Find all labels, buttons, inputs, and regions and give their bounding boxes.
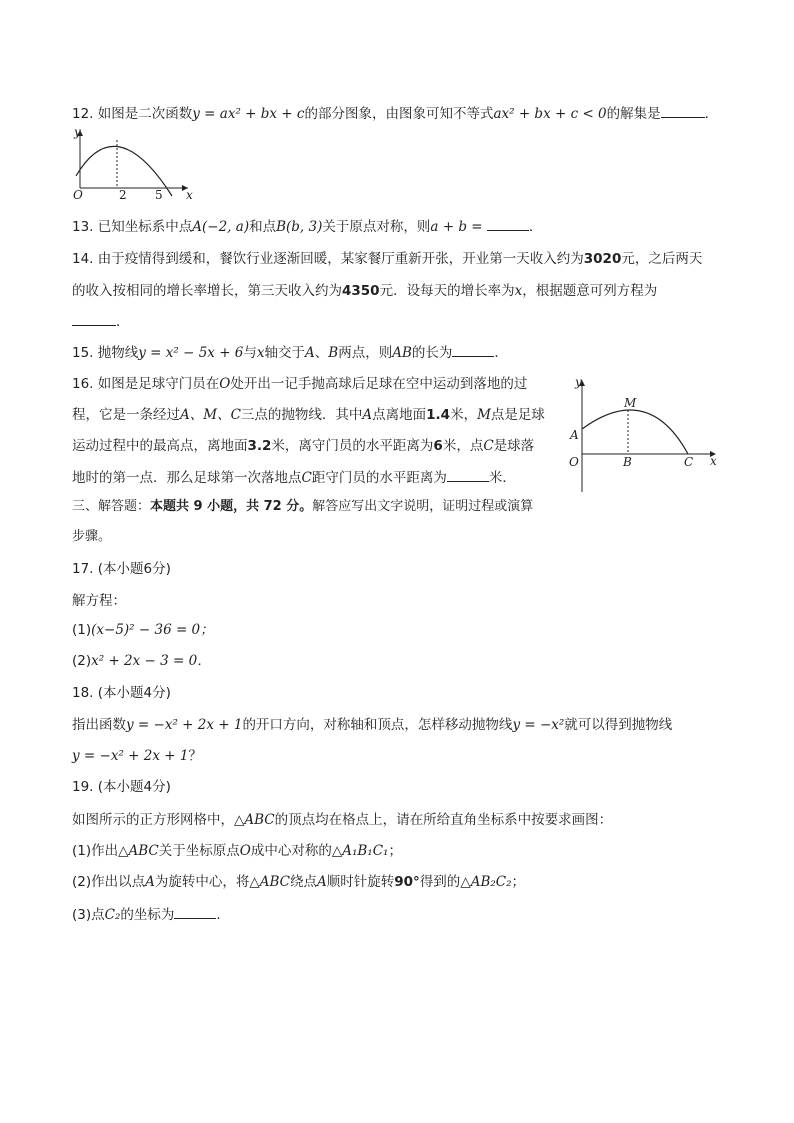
q19-p1-text-2: 关于坐标原点 <box>158 843 240 859</box>
q18-line2 <box>72 746 202 766</box>
q16-line4 <box>72 467 516 488</box>
q19-line1 <box>72 810 612 830</box>
q17-part1 <box>72 620 214 640</box>
q19-text-1: 如图所示的正方形网格中， <box>72 812 234 828</box>
q16-num-3-2: 3.2 <box>247 438 272 454</box>
q16-text-5: 点离地面 <box>372 407 427 423</box>
q15-line <box>72 342 508 363</box>
q17-title: 17. (本小题6分) <box>72 561 171 577</box>
q15-text-2: 与 <box>243 345 257 361</box>
q19-p1-triangle: △ABC <box>118 843 159 859</box>
q19-p2-text-5: 得到的 <box>419 874 461 890</box>
q19-p1-text-1: (1)作出 <box>72 843 119 859</box>
q16-line3 <box>72 436 534 456</box>
q16-text-13: 距守门员的水平距离为 <box>311 470 447 486</box>
q16-text-6: 米， <box>450 407 478 423</box>
q16-num-1-4: 1.4 <box>426 407 451 423</box>
q14-line1 <box>72 249 702 269</box>
section3-label: 三、解答题： <box>72 499 151 514</box>
q16-point-a: A <box>362 407 373 423</box>
q15-point-b: B <box>328 345 339 361</box>
q19-part1 <box>72 841 402 861</box>
q12-text: 12. 如图是二次函数 <box>72 106 193 122</box>
q19-p3-end: ． <box>216 907 230 923</box>
q19-p2-angle: 90° <box>394 874 420 890</box>
q12-line <box>72 103 718 124</box>
q18-line1 <box>72 715 672 735</box>
q15-point-a: A <box>305 345 315 361</box>
q19-p2-text-2: 为旋转中心，将 <box>154 874 250 890</box>
q15-text-3: 轴交于 <box>264 345 306 361</box>
q18-func-base: y = −x² <box>512 717 565 733</box>
q16-x-label: x <box>710 454 717 468</box>
q14-num-3020: 3020 <box>583 251 622 267</box>
q14-text-3: 的收入按相同的增长率增长，第三天收入约为 <box>72 283 342 299</box>
q19-p2-result: △AB₂C₂ <box>460 874 512 890</box>
q14-answer-blank <box>72 311 116 326</box>
q16-label-m: M <box>624 396 637 410</box>
q19-p2-point-a: A <box>145 874 155 890</box>
q19-p1-origin: O <box>239 843 251 859</box>
q17-part1-label: (1) <box>72 622 92 638</box>
q16-points-amc: A、M、C <box>180 407 241 423</box>
q19-p3-point-c2: C₂ <box>104 907 121 923</box>
q14-text-4: 元．设每天的增长率为 <box>379 283 515 299</box>
section3-bold: 本题共 9 小题，共 72 分。 <box>150 499 313 514</box>
q13-text: 13. 已知坐标系中点 <box>72 219 193 235</box>
q16-label-b: B <box>623 455 632 469</box>
section3-line2: 步骤。 <box>72 529 112 544</box>
q19-p2-text-4: 顺时针旋转 <box>326 874 395 890</box>
q16-point-o: O <box>219 376 231 392</box>
q16-point-c: C <box>483 438 494 454</box>
q17-intro: 解方程： <box>72 593 126 609</box>
q16-text-14: 米． <box>488 470 516 486</box>
q16-text-3: 程，它是一条经过 <box>72 407 180 423</box>
q16-point-c-2: C <box>301 470 312 486</box>
q13-answer-blank <box>487 216 529 231</box>
q14-text-5: ，根据题意可列方程为 <box>522 283 658 299</box>
q16-text-11: 是球落 <box>493 438 535 454</box>
q19-p3-text-2: 的坐标为 <box>120 907 175 923</box>
q13-end: ． <box>528 219 543 235</box>
q12-text-after: 的解集是 <box>606 106 661 122</box>
q19-p1-result: △A₁B₁C₁ <box>331 843 389 859</box>
q14-text-2: 元，之后两天 <box>621 251 703 267</box>
q15-text-5: 的长为 <box>411 345 453 361</box>
q12-x-label: x <box>186 188 193 202</box>
q16-text-8: 运动过程中的最高点，离地面 <box>72 438 248 454</box>
q19-p1-end: ； <box>388 843 402 859</box>
q19-p3-text-1: (3)点 <box>72 907 105 923</box>
q12-tick-5: 5 <box>155 188 163 202</box>
q18-func-target: y = −x² + 2x + 1 <box>72 748 189 764</box>
q13-text-mid2: 关于原点对称，则 <box>322 219 431 235</box>
q14-var-x: x <box>514 283 523 299</box>
q19-p2-triangle: △ABC <box>249 874 291 890</box>
q15-answer-blank <box>452 342 494 357</box>
q13-point-a: A(−2, a) <box>192 219 250 235</box>
q16-origin-label: O <box>569 455 579 469</box>
q12-parabola-graph <box>70 126 200 202</box>
q16-text-10: 米，点 <box>442 438 484 454</box>
q13-expression: a + b = <box>430 219 483 235</box>
q16-y-label: y <box>575 375 582 389</box>
q16-line1 <box>72 374 527 394</box>
section3-line1 <box>72 497 533 517</box>
q16-football-graph <box>562 372 724 496</box>
q17-equation-2: x² + 2x − 3 = 0． <box>91 653 211 669</box>
q17-part2-label: (2) <box>72 653 92 669</box>
q12-answer-blank <box>661 103 705 118</box>
q16-label-c: C <box>684 455 694 469</box>
q19-p2-point-a-2: A <box>317 874 327 890</box>
q16-line2 <box>72 405 545 425</box>
q14-text-1: 14. 由于疫情得到缓和，餐饮行业逐渐回暖，某家餐厅重新开张，开业第一天收入约为 <box>72 251 584 267</box>
q16-text-12: 地时的第一点．那么足球第一次落地点 <box>72 470 302 486</box>
q18-text-1: 指出函数 <box>72 717 126 733</box>
q17-part2 <box>72 651 211 671</box>
q19-text-2: 的顶点均在格点上，请在所给直角坐标系中按要求画图： <box>274 812 613 828</box>
section3-rest: 解答应写出文字说明，证明过程或演算 <box>312 499 534 514</box>
q12-func: y = ax² + bx + c <box>192 106 305 122</box>
q12-text-mid: 的部分图象，由图象可知不等式 <box>304 106 494 122</box>
q18-func: y = −x² + 2x + 1 <box>126 717 243 733</box>
q15-func: y = x² − 5x + 6 <box>138 345 244 361</box>
q12-end: ． <box>704 106 719 122</box>
q15-sep: 、 <box>314 345 329 361</box>
q15-end: ． <box>494 345 508 361</box>
q17-equation-1: (x−5)² − 36 = 0； <box>91 622 214 638</box>
q16-answer-blank <box>447 467 489 482</box>
q12-inequality: ax² + bx + c < 0 <box>493 106 607 122</box>
q12-y-label: y <box>74 126 81 139</box>
q12-tick-2: 2 <box>119 188 127 202</box>
q19-p2-text-3: 绕点 <box>290 874 318 890</box>
q18-text-2: 的开口方向，对称轴和顶点，怎样移动抛物线 <box>242 717 513 733</box>
q18-title: 18. (本小题4分) <box>72 685 171 701</box>
q16-label-a: A <box>570 428 579 442</box>
q14-end: ． <box>116 314 130 330</box>
q13-text-mid: 和点 <box>249 219 277 235</box>
q16-num-6: 6 <box>433 438 443 454</box>
q13-point-b: B(b, 3) <box>276 219 323 235</box>
q16-point-m: M <box>477 407 491 423</box>
q16-text-7: 点是足球 <box>490 407 545 423</box>
q14-line3 <box>72 311 130 332</box>
q16-text-1: 16. 如图是足球守门员在 <box>72 376 220 392</box>
q19-title: 19. (本小题4分) <box>72 779 171 795</box>
q13-line <box>72 216 542 237</box>
q15-text: 15. 抛物线 <box>72 345 139 361</box>
q18-end: ？ <box>188 748 202 764</box>
q15-segment-ab: AB <box>392 345 412 361</box>
q14-num-4350: 4350 <box>342 283 380 299</box>
q19-triangle: △ABC <box>234 812 275 828</box>
q19-p2-text-1: (2)作出以点 <box>72 874 146 890</box>
q19-p2-end: ； <box>511 874 526 890</box>
q15-x: x <box>256 345 265 361</box>
q16-parabola <box>582 410 688 454</box>
q12-origin-label: O <box>73 188 83 202</box>
q16-text-2: 处开出一记手抛高球后足球在空中运动到落地的过 <box>230 376 528 392</box>
q16-text-9: 米，离守门员的水平距离为 <box>271 438 434 454</box>
q19-p1-text-3: 成中心对称的 <box>250 843 332 859</box>
q15-text-4: 两点，则 <box>338 345 393 361</box>
q19-answer-blank <box>174 904 216 919</box>
q19-part3 <box>72 904 230 925</box>
q14-line2 <box>72 281 657 301</box>
q16-text-4: 三点的抛物线．其中 <box>240 407 363 423</box>
q19-part2 <box>72 872 525 892</box>
q18-text-3: 就可以得到抛物线 <box>564 717 673 733</box>
